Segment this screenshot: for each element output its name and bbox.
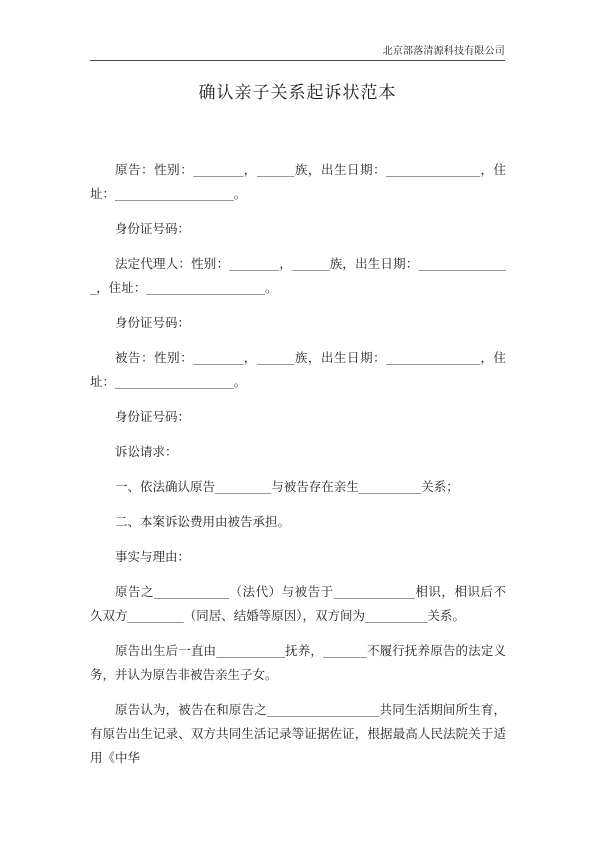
claim-item-1: 一、依法确认原告_________与被告存在亲生__________关系；	[115, 479, 459, 494]
document-title: 确认亲子关系起诉状范本	[198, 83, 397, 103]
defendant-id-paragraph: 身份证号码：	[115, 409, 191, 424]
document-body	[90, 158, 506, 781]
claim-item-2: 二、本案诉讼费用由被告承担。	[115, 514, 291, 529]
legal-representative-paragraph: 法定代理人：性别：________，______族，出生日期：_______________，住址：___________________。	[90, 256, 506, 295]
facts-paragraph-2: 原告出生后一直由___________抚养，_______不履行抚养原告的法定义务，并认为原告非被告亲生子女。	[90, 643, 506, 682]
facts-paragraph-3: 原告认为，被告在和原告之__________________共同生活期间所生育，有原告出生记录、双方共同生活记录等证据佐证，根据最高人民法院关于适用《中华	[90, 702, 506, 765]
facts-paragraph-1: 原告之____________（法代）与被告于_____________相识，相识后不久双方_________（同居、结婚等原因），双方间为__________关系。	[90, 584, 506, 623]
header-company-name: 北京部落清源科技有限公司	[382, 46, 505, 57]
plaintiff-id-paragraph: 身份证号码：	[115, 221, 191, 236]
defendant-info-paragraph: 被告：性别：________，______族，出生日期：_______________，住址：___________________。	[90, 350, 506, 389]
legal-representative-id-paragraph: 身份证号码：	[115, 315, 191, 330]
header-divider	[90, 60, 505, 61]
claims-heading: 诉讼请求：	[115, 444, 178, 459]
facts-heading: 事实与理由：	[115, 549, 191, 564]
plaintiff-info-paragraph: 原告：性别：________，______族，出生日期：_______________，住址：___________________。	[90, 162, 506, 201]
